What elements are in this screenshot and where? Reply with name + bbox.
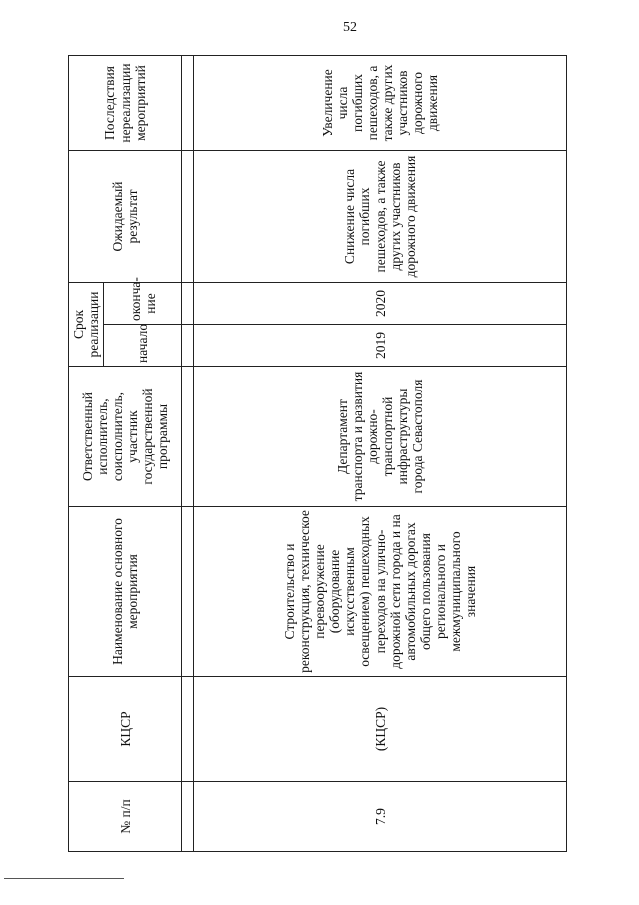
header-kcsr: КЦСР	[69, 677, 182, 782]
footnote-divider	[4, 878, 124, 879]
row-name: Строительство и реконструкция, техническое перевооружение (оборудование искусственным освещением) пешеходных переходов на улично-дорожной сети города и на автомобильных дорогах общего пользования регионального и межмуниципального значения	[194, 507, 567, 677]
row-kcsr: (КЦСР)	[194, 677, 567, 782]
rotated-table-frame	[68, 56, 567, 852]
row-start: 2019	[194, 325, 567, 367]
spacer-row	[182, 55, 194, 851]
spacer-cell	[182, 677, 194, 782]
table-row	[194, 55, 567, 851]
page-number: 52	[343, 20, 357, 35]
spacer-cell	[182, 507, 194, 677]
row-responsible: Департамент транспорта и развития дорожно-транспортной инфраструктуры города Севастополя	[194, 367, 567, 507]
rotated-table-container	[68, 56, 567, 852]
header-end: оконча-ние	[104, 282, 182, 324]
program-activities-table	[68, 55, 567, 852]
header-name: Наименование основного мероприятия	[69, 507, 182, 677]
header-start: начало	[104, 325, 182, 367]
row-expected: Снижение числа погибших пешеходов, а также других участников дорожного движения	[194, 150, 567, 282]
spacer-cell	[182, 55, 194, 150]
header-num: № п/п	[69, 782, 182, 852]
row-end: 2020	[194, 282, 567, 324]
spacer-cell	[182, 325, 194, 367]
header-row-1	[69, 55, 104, 851]
row-consequences: Увеличение числа погибших пешеходов, а также других участников дорожного движения	[194, 55, 567, 150]
header-expected: Ожидаемый результат	[69, 150, 182, 282]
spacer-cell	[182, 367, 194, 507]
spacer-cell	[182, 150, 194, 282]
header-responsible: Ответственный исполнитель, соисполнитель, участник государственной программы	[69, 367, 182, 507]
header-consequences: Последствия нереализации мероприятий	[69, 55, 182, 150]
spacer-cell	[182, 282, 194, 324]
row-num: 7.9	[194, 782, 567, 852]
spacer-cell	[182, 782, 194, 852]
header-period: Срок реализации	[69, 282, 104, 366]
